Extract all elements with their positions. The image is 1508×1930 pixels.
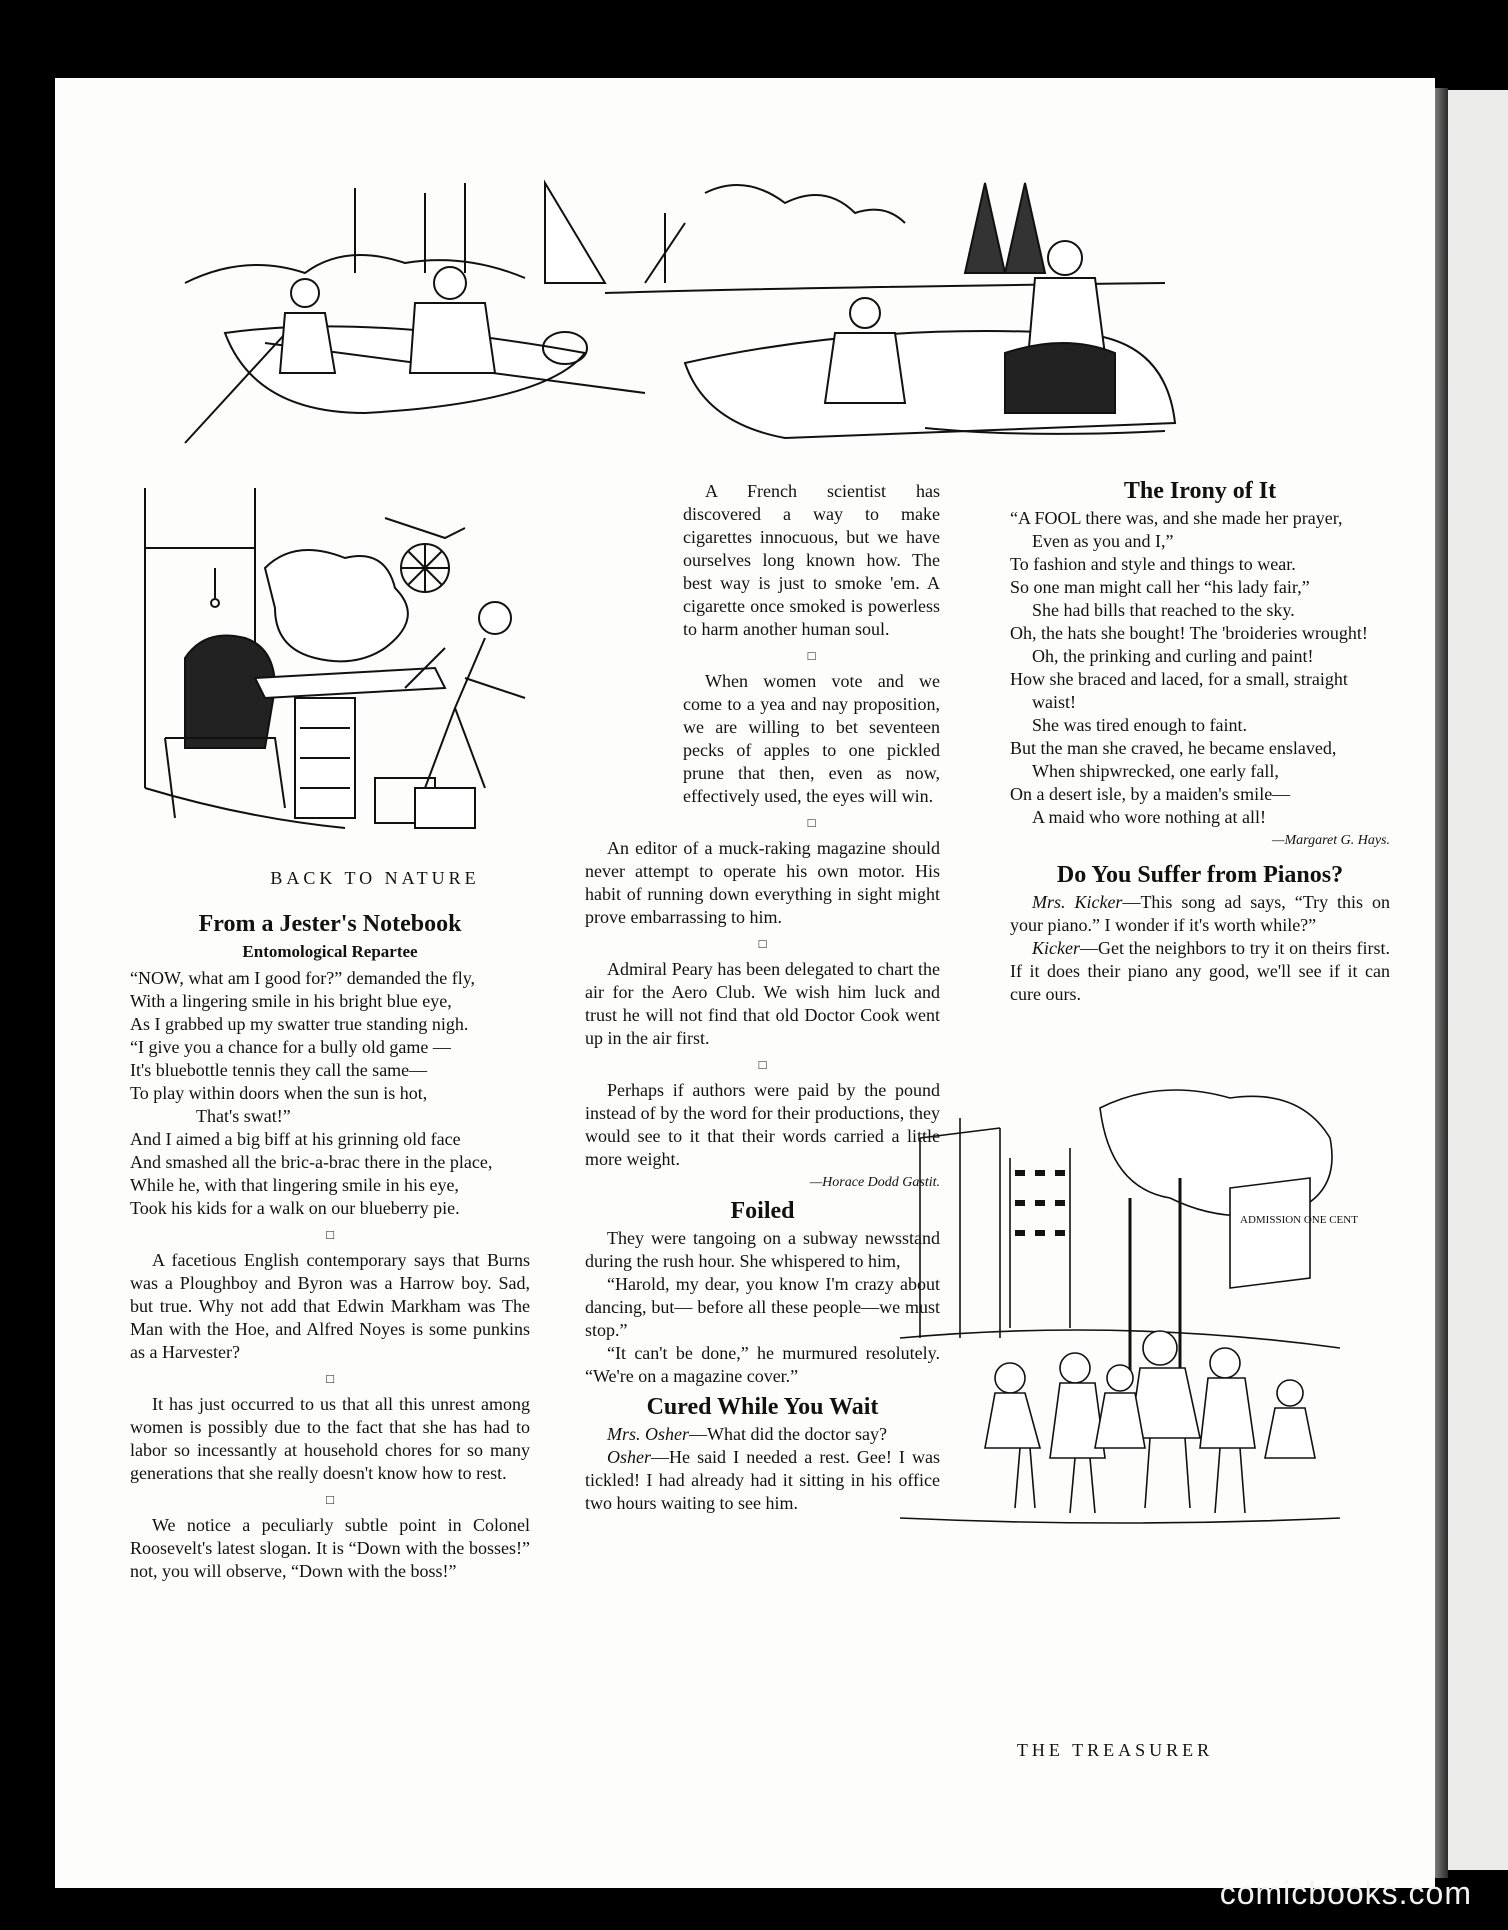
- irony-verse-line: Even as you and I,”: [1032, 531, 1174, 551]
- irony-verse-line: But the man she craved, he became enslaved,: [1010, 738, 1337, 758]
- irony-verse-line: On a desert isle, by a maiden's smile—: [1010, 784, 1291, 804]
- jester-verse-line: “NOW, what am I good for?” demanded the fly,: [130, 968, 476, 988]
- separator-box: □: [326, 1227, 334, 1242]
- paragraph: Perhaps if authors were paid by the pound instead of by the word for their productions, they would see to it that their words carried a little more weight.: [585, 1080, 940, 1169]
- dialogue: [585, 1423, 940, 1446]
- paragraph: When women vote and we come to a yea and nay proposition, we are willing to bet seventeen pecks of apples to one pickled prune that then, even as now, effectively used, the eyes will win.: [683, 671, 940, 806]
- jester-verse-line: As I grabbed up my swatter true standing nigh.: [130, 1014, 469, 1034]
- jester-verse-line: Took his kids for a walk on our blueberry pie.: [130, 1198, 460, 1218]
- signature: —Horace Dodd Gastit.: [809, 1175, 940, 1190]
- jester-column: [130, 913, 530, 1583]
- irony-verse-line: When shipwrecked, one early fall,: [1032, 761, 1279, 781]
- jester-verse-line: With a lingering smile in his bright blue eye,: [130, 991, 452, 1011]
- jester-verse-line: While he, with that lingering smile in his eye,: [130, 1175, 459, 1195]
- separator-box: □: [758, 1057, 767, 1072]
- paragraph: “It can't be done,” he murmured resolutely. “We're on a magazine cover.”: [585, 1343, 940, 1386]
- jester-verse-line: And smashed all the bric-a-brac there in the place,: [130, 1152, 493, 1172]
- dialogue: [585, 1446, 940, 1515]
- paragraph: An editor of a muck-raking magazine should never attempt to operate his own motor. His habit of running down everything in sight might prove embarrassing to him.: [585, 838, 940, 927]
- dialogue: [1010, 891, 1390, 937]
- irony-verse-line: So one man might call her “his lady fair,”: [1010, 577, 1310, 597]
- back-to-nature-illustration: [145, 488, 545, 853]
- separator-box: □: [758, 936, 767, 951]
- irony-verse-line: Oh, the hats she bought! The 'broideries wrought!: [1010, 623, 1368, 643]
- dialogue-line: —Get the neighbors to try it on theirs first. If it does their piano any good, we'll see if it can cure ours.: [1010, 938, 1390, 1004]
- dialogue-line: —This song ad says, “Try this on your piano.” I wonder if it's worth while?”: [1010, 892, 1390, 935]
- jester-verse-line: It's bluebottle tennis they call the same—: [130, 1060, 428, 1080]
- paragraph: Admiral Peary has been delegated to chart the air for the Aero Club. We wish him luck and trust he will not find that old Doctor Cook went up in the air first.: [585, 959, 940, 1048]
- signature: —Margaret G. Hays.: [1272, 833, 1390, 848]
- dialogue: [1010, 937, 1390, 1006]
- foiled-title: Foiled: [730, 1198, 795, 1224]
- facing-page-edge: [1448, 90, 1508, 1870]
- speaker: Mrs. Kicker: [1032, 892, 1123, 912]
- cured-title: Cured While You Wait: [646, 1394, 879, 1420]
- admission-sign-text: ADMISSION ONE CENT: [1240, 1214, 1358, 1226]
- paragraph: A facetious English contemporary says that Burns was a Ploughboy and Byron was a Harrow boy. Sad, but true. Why not add that Edwin Markham was The Man with the Hoe, and Alfred Noyes is some punkins as a Harvester?: [130, 1250, 530, 1362]
- pianos-title: Do You Suffer from Pianos?: [1056, 862, 1344, 888]
- back-to-nature-art: [145, 488, 545, 853]
- separator-box: □: [326, 1371, 334, 1386]
- irony-verse-line: To fashion and style and things to wear.: [1010, 554, 1296, 574]
- paragraph: It has just occurred to us that all this unrest among women is possibly due to the fact that she has had to labor so incessantly at household chores for so many generations that she really doesn't know how to rest.: [130, 1394, 530, 1483]
- boating-illustration: [165, 163, 1205, 453]
- paragraph: A French scientist has discovered a way to make cigarettes innocuous, but we have ourselves long known how. The best way is just to smoke 'em. A cigarette once smoked is powerless to harm another human soul.: [683, 481, 940, 639]
- irony-verse-line: She was tired enough to faint.: [1032, 715, 1247, 735]
- irony-verse-line: She had bills that reached to the sky.: [1032, 600, 1295, 620]
- paragraph: “Harold, my dear, you know I'm crazy about dancing, but— before all these people—we must stop.”: [585, 1274, 940, 1340]
- separator-box: □: [326, 1492, 334, 1507]
- irony-title: The Irony of It: [1123, 478, 1277, 504]
- jester-title: From a Jester's Notebook: [198, 911, 462, 937]
- paragraph: We notice a peculiarly subtle point in Colonel Roosevelt's latest slogan. It is “Down with the bosses!” not, you will observe, “Down with the boss!”: [130, 1515, 530, 1581]
- middle-column: [585, 480, 940, 1515]
- dialogue-line: —He said I needed a rest. Gee! I was tickled! I had already had it sitting in his office two hours waiting to see him.: [585, 1447, 940, 1513]
- separator-box: □: [807, 815, 816, 830]
- jester-verse-line: To play within doors when the sun is hot,: [130, 1083, 428, 1103]
- irony-verse-line: “A FOOL there was, and she made her prayer,: [1010, 508, 1343, 528]
- irony-verse-line: A maid who wore nothing at all!: [1032, 807, 1266, 827]
- irony-verse-line: Oh, the prinking and curling and paint!: [1032, 646, 1314, 666]
- speaker: Mrs. Osher: [607, 1424, 690, 1444]
- boating-illustration-art: [165, 163, 1205, 453]
- treasurer-caption: THE TREASURER: [1016, 1740, 1214, 1760]
- paragraph: They were tangoing on a subway newsstand during the rush hour. She whispered to him,: [585, 1228, 940, 1271]
- magazine-page: [55, 78, 1435, 1888]
- jester-verse-line: And I aimed a big biff at his grinning old face: [130, 1129, 461, 1149]
- right-column: [1010, 480, 1390, 1006]
- treasurer-illustration: [900, 1078, 1358, 1528]
- jester-verse-line: “I give you a chance for a bully old game —: [130, 1037, 451, 1057]
- jester-subtitle: Entomological Repartee: [242, 942, 418, 961]
- speaker: Kicker: [1032, 938, 1080, 958]
- treasurer-art: [900, 1078, 1358, 1528]
- site-watermark: comicbooks.com: [1219, 1875, 1472, 1911]
- irony-verse-line: How she braced and laced, for a small, straight waist!: [1010, 669, 1348, 712]
- separator-box: □: [807, 648, 816, 663]
- dialogue-line: —What did the doctor say?: [689, 1424, 887, 1444]
- speaker: Osher: [607, 1447, 651, 1467]
- jester-verse-line: That's swat!”: [196, 1106, 291, 1126]
- back-to-nature-caption: BACK TO NATURE: [270, 868, 480, 888]
